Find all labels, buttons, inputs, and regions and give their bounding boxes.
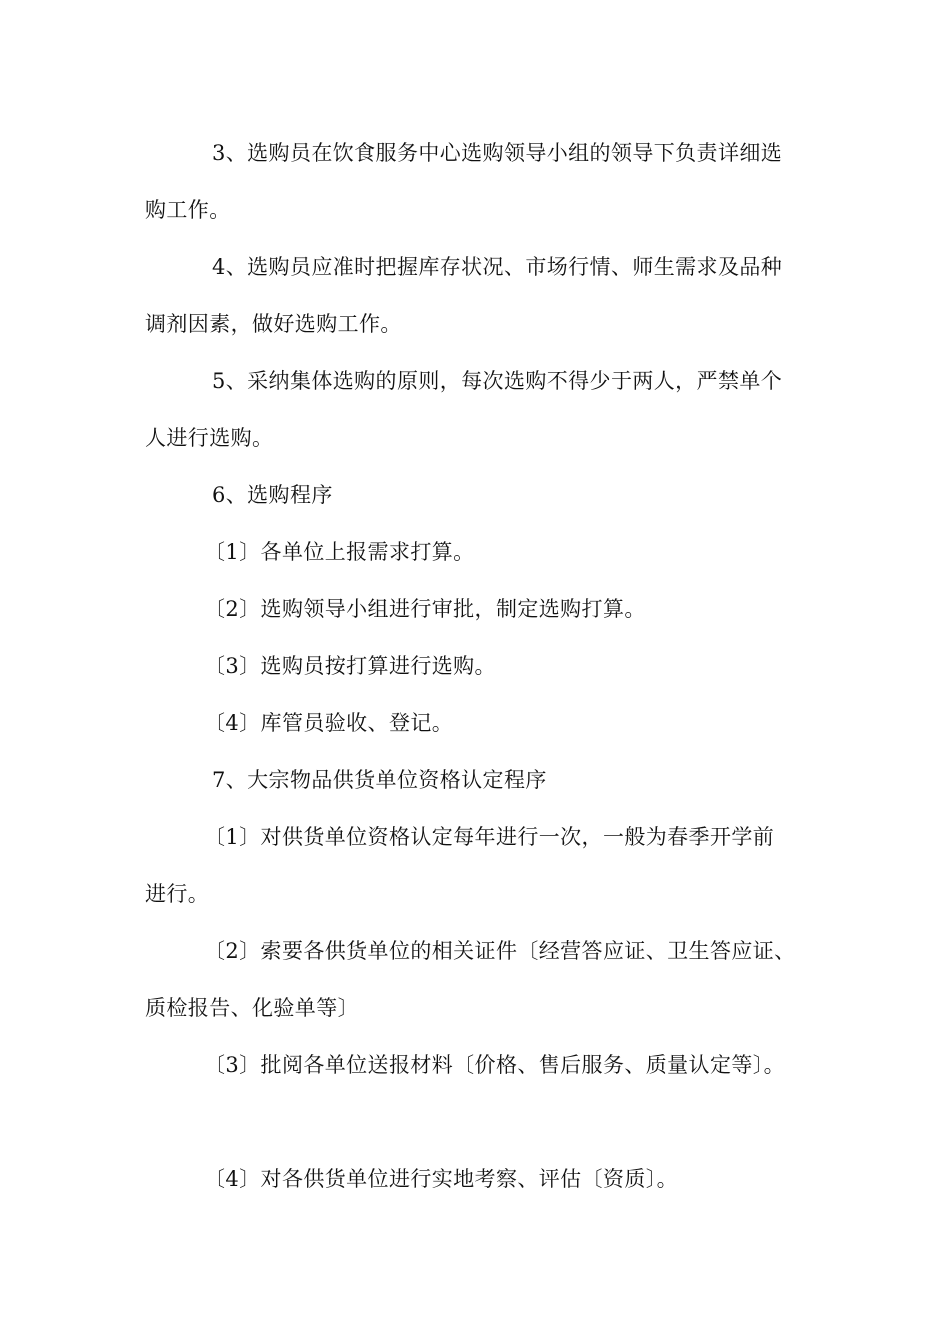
paragraph-5-line-2: 人进行选购。 xyxy=(145,426,274,450)
section-7-item-3: 〔3〕批阅各单位送报材料〔价格、售后服务、质量认定等〕。 xyxy=(204,1053,786,1077)
section-6-item-3: 〔3〕选购员按打算进行选购。 xyxy=(204,654,496,678)
section-7-item-2-line-1: 〔2〕索要各供货单位的相关证件〔经营答应证、卫生答应证、 xyxy=(204,939,796,963)
section-6-heading: 6、选购程序 xyxy=(212,483,333,507)
section-7-item-1-line-2: 进行。 xyxy=(145,882,210,906)
section-7-item-1-line-1: 〔1〕对供货单位资格认定每年进行一次，一般为春季开学前 xyxy=(204,825,775,849)
paragraph-4-line-2: 调剂因素，做好选购工作。 xyxy=(145,312,402,336)
section-7-heading: 7、大宗物品供货单位资格认定程序 xyxy=(212,768,547,792)
paragraph-3-line-2: 购工作。 xyxy=(145,198,231,222)
paragraph-4-line-1: 4、选购员应准时把握库存状况、市场行情、师生需求及品种 xyxy=(212,255,783,279)
paragraph-3-line-1: 3、选购员在饮食服务中心选购领导小组的领导下负责详细选 xyxy=(212,141,783,165)
section-7-item-2-line-2: 质检报告、化验单等〕 xyxy=(145,996,359,1020)
section-7-item-4: 〔4〕对各供货单位进行实地考察、评估〔资质〕。 xyxy=(204,1167,679,1191)
section-6-item-2: 〔2〕选购领导小组进行审批，制定选购打算。 xyxy=(204,597,646,621)
section-6-item-4: 〔4〕库管员验收、登记。 xyxy=(204,711,454,735)
section-6-item-1: 〔1〕各单位上报需求打算。 xyxy=(204,540,475,564)
paragraph-5-line-1: 5、采纳集体选购的原则，每次选购不得少于两人，严禁单个 xyxy=(212,369,783,393)
